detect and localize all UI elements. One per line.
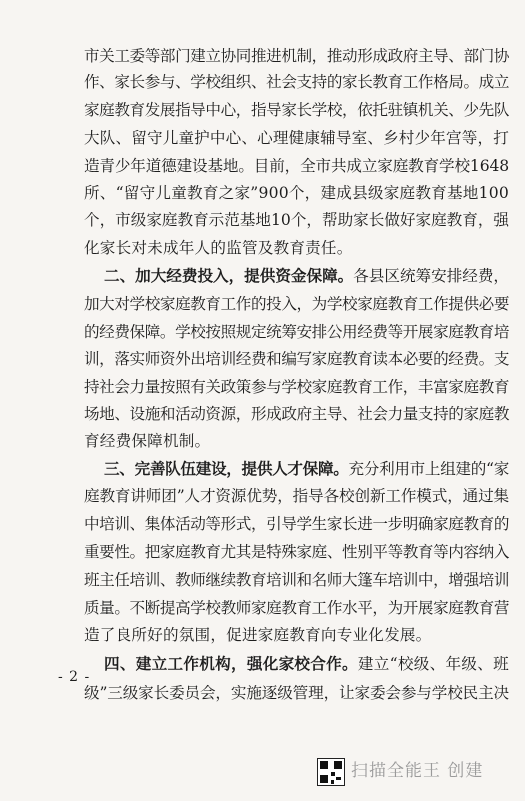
text-line: [84, 238, 509, 258]
section-heading: 三、完善队伍建设，提供人才保障。: [104, 459, 349, 478]
text-line: [84, 156, 509, 176]
text-line: [84, 683, 509, 703]
line-text: 充分利用市上组建的“家: [348, 460, 509, 478]
text-line: [84, 625, 509, 645]
section-heading: 四、建立工作机构，强化家校合作。: [104, 654, 358, 673]
text-line: [84, 431, 509, 451]
line-text: 市关工委等部门建立协同推进机制，推动形成政府主导、部门协: [84, 47, 509, 65]
text-line: [84, 210, 509, 230]
text-line: [84, 100, 509, 120]
line-text: 级”三级家长委员会，实施逐级管理，让家委会参与学校民主决: [84, 684, 509, 702]
text-line: [84, 46, 509, 66]
line-text: 重要性。把家庭教育尤其是特殊家庭、性别平等教育等内容纳入: [84, 543, 509, 561]
text-line: [84, 486, 509, 506]
text-line: [84, 377, 509, 397]
text-line: [104, 266, 509, 286]
line-text: 庭教育讲师团”人才资源优势，指导各校创新工作模式，通过集: [84, 487, 509, 505]
line-text: 建立“校级、年级、班: [357, 655, 509, 673]
text-line: [84, 404, 509, 424]
line-text: 造青少年道德建设基地。目前，全市共成立家庭教育学校1648: [84, 157, 509, 175]
line-text: 造了良所好的氛围，促进家庭教育向专业化发展。: [84, 626, 432, 644]
line-text: 持社会力量按照有关政策参与学校家庭教育工作，丰富家庭教育: [84, 378, 509, 396]
text-line: [104, 459, 509, 479]
line-text: 的经费保障。学校按照规定统筹安排公用经费等开展家庭教育培: [84, 323, 509, 341]
text-line: [84, 294, 509, 314]
line-text: 作、家长参与、学校组织、社会支持的家长教育工作格局。成立: [84, 73, 509, 91]
line-text: 训，落实师资外出培训经费和编写家庭教育读本必要的经费。支: [84, 350, 509, 368]
page-number: - 2 -: [58, 669, 91, 685]
line-text: 各县区统筹安排经费，: [353, 267, 509, 285]
text-line: [84, 570, 509, 590]
qr-code-icon: [317, 758, 345, 786]
line-text: 大队、留守儿童护中心、心理健康辅导室、乡村少年宫等，打: [84, 129, 509, 147]
text-line: [84, 128, 509, 148]
line-text: 质量。不断提高学校教师家庭教育工作水平，为开展家庭教育营: [84, 599, 509, 617]
line-text: 班主任培训、教师继续教育培训和名师大篷车培训中，增强培训: [84, 571, 509, 589]
line-text: 化家长对未成年人的监管及教育责任。: [84, 239, 353, 257]
section-heading: 二、加大经费投入，提供资金保障。: [104, 266, 354, 285]
line-text: 所、“留守儿童教育之家”900个，建成县级家庭教育基地100: [84, 184, 509, 202]
line-text: 场地、设施和活动资源，形成政府主导、社会力量支持的家庭教: [84, 405, 509, 423]
text-line: [84, 183, 509, 203]
text-line: [84, 322, 509, 342]
scanner-watermark: 扫描全能王 创建: [351, 761, 484, 781]
text-line: [104, 654, 509, 674]
line-text: 加大对学校家庭教育工作的投入，为学校家庭教育工作提供必要: [84, 295, 509, 313]
text-line: [84, 598, 509, 618]
text-line: [84, 514, 509, 534]
text-line: [84, 542, 509, 562]
line-text: 家庭教育发展指导中心，指导家长学校，依托驻镇机关、少先队: [84, 101, 509, 119]
text-line: [84, 72, 509, 92]
line-text: 中培训、集体活动等形式，引导学生家长进一步明确家庭教育的: [84, 515, 509, 533]
text-line: [84, 349, 509, 369]
line-text: 个，市级家庭教育示范基地10个，帮助家长做好家庭教育，强: [84, 211, 509, 229]
line-text: 育经费保障机制。: [84, 432, 211, 450]
